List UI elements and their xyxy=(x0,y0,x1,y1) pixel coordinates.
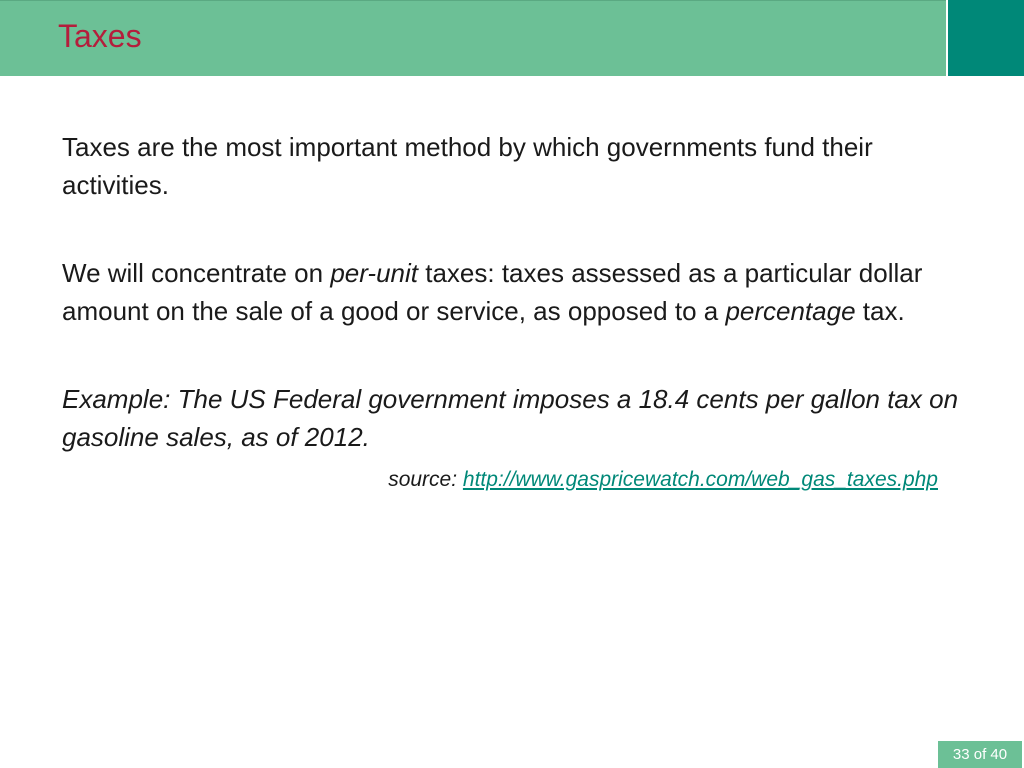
percentage-emphasis: percentage xyxy=(725,296,856,326)
paragraph-taxes-intro: Taxes are the most important method by which governments fund their activities. xyxy=(62,132,873,200)
paragraph-example: Example: The US Federal government imposes a 18.4 cents per gallon tax on gasoline sales, as of 2012. xyxy=(62,384,959,452)
paragraph-per-unit-text-1: We will concentrate on xyxy=(62,258,331,288)
paragraph-per-unit-text-3: tax. xyxy=(855,296,905,326)
slide-content xyxy=(62,128,982,494)
source-link[interactable]: http://www.gaspricewatch.com/web_gas_taxes.php xyxy=(462,468,938,491)
title-bar-accent xyxy=(948,0,1024,76)
title-bar xyxy=(0,0,946,76)
per-unit-emphasis: per-unit xyxy=(330,258,419,288)
page-counter: 33 of 40 xyxy=(938,741,1022,768)
paragraph-per-unit xyxy=(62,254,982,330)
source-label: source: xyxy=(388,468,463,491)
source-line xyxy=(62,466,938,494)
slide-title: Taxes xyxy=(58,18,142,54)
paragraph-per-unit-text-2: taxes: taxes assessed as a particular dollar amount on the sale of a good or service, as opposed to a xyxy=(62,258,923,326)
